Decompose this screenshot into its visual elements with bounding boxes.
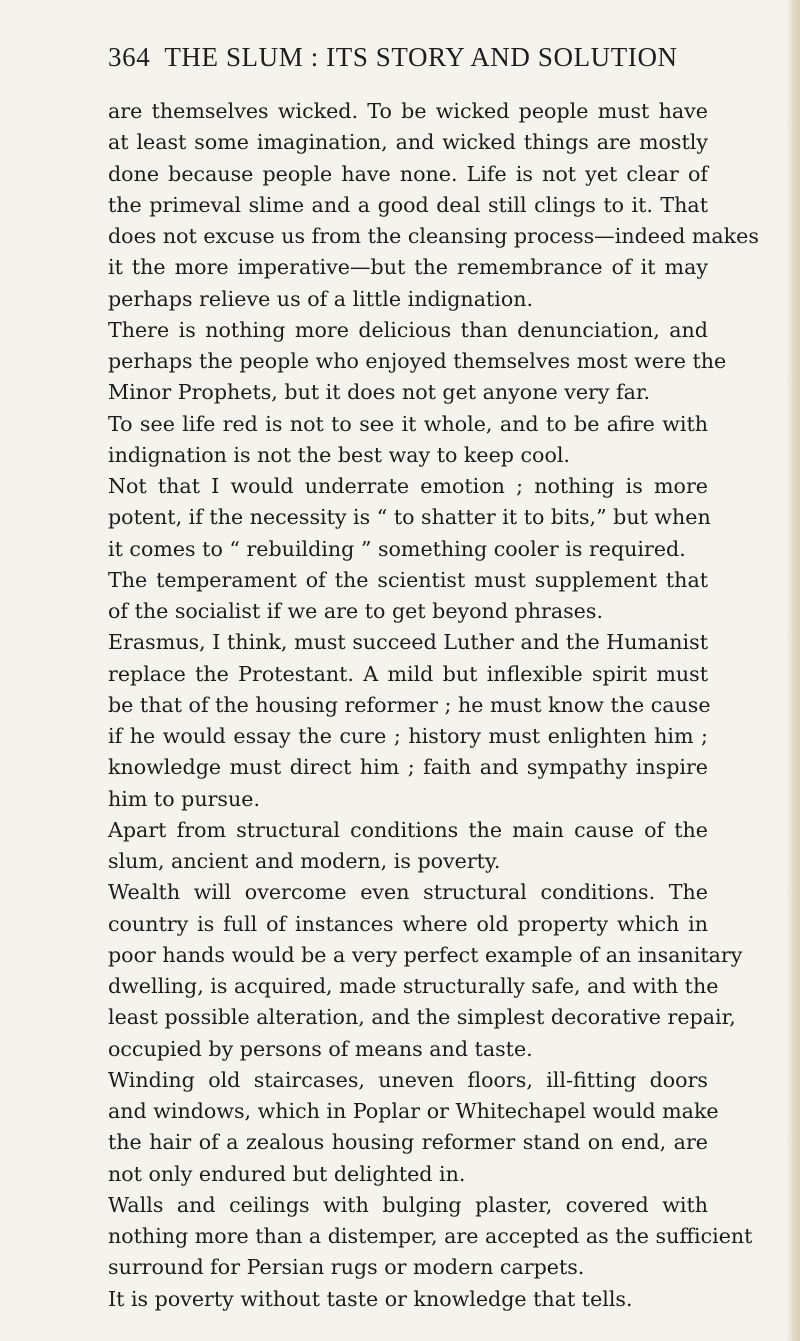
- text-line: knowledge must direct him ; faith and sympathy inspire: [108, 755, 708, 780]
- text-line: perhaps the people who enjoyed themselves most were the: [108, 349, 727, 373]
- text-line: To see life red is not to see it whole, and to be afire with: [108, 411, 708, 436]
- text-line: dwelling, is acquired, made structurally safe, and with the: [108, 974, 719, 998]
- text-line: Winding old staircases, uneven floors, ill-fitting doors: [108, 1067, 708, 1092]
- text-line: poor hands would be a very perfect example of an insanitary: [108, 942, 743, 967]
- running-head: [108, 42, 728, 73]
- page-edge-shadow: [786, 0, 800, 1341]
- text-line: It is poverty without taste or knowledge that tells.: [108, 1286, 633, 1311]
- text-line: done because people have none. Life is not yet clear of: [108, 161, 708, 186]
- text-line: him to pursue.: [108, 786, 260, 811]
- running-title: THE SLUM : ITS STORY AND SOLUTION: [164, 42, 678, 72]
- text-line: Erasmus, I think, must succeed Luther and the Humanist: [108, 630, 708, 655]
- text-line: the primeval slime and a good deal still clings to it. That: [108, 192, 708, 217]
- text-line: be that of the housing reformer ; he must know the cause: [108, 692, 711, 717]
- text-line: it comes to “ rebuilding ” something cooler is required.: [108, 536, 686, 561]
- text-line: perhaps relieve us of a little indignation.: [108, 286, 534, 311]
- page-number: 364: [108, 42, 151, 72]
- text-line: does not excuse us from the cleansing process—indeed makes: [108, 224, 759, 248]
- text-line: slum, ancient and modern, is poverty.: [108, 849, 501, 873]
- text-line: Walls and ceilings with bulging plaster, covered with: [108, 1192, 708, 1217]
- body-text: [108, 96, 759, 1315]
- text-line: country is full of instances where old property which in: [108, 911, 708, 936]
- text-line: it the more imperative—but the remembrance of it may: [108, 255, 708, 280]
- text-line: if he would essay the cure ; history must enlighten him ;: [108, 724, 708, 748]
- text-line: nothing more than a distemper, are accepted as the sufficient: [108, 1224, 753, 1248]
- text-line: the hair of a zealous housing reformer stand on end, are: [108, 1130, 708, 1155]
- text-line: Apart from structural conditions the main cause of the: [108, 817, 708, 842]
- text-line: are themselves wicked. To be wicked people must have: [108, 99, 708, 123]
- text-line: potent, if the necessity is “ to shatter it to bits,” but when: [108, 505, 711, 530]
- text-line: The temperament of the scientist must supplement that: [108, 567, 708, 592]
- text-line: and windows, which in Poplar or Whitechapel would make: [108, 1099, 719, 1123]
- text-line: of the socialist if we are to get beyond phrases.: [108, 599, 603, 623]
- text-line: least possible alteration, and the simplest decorative repair,: [108, 1005, 736, 1030]
- text-line: surround for Persian rugs or modern carpets.: [108, 1255, 585, 1280]
- text-line: occupied by persons of means and taste.: [108, 1036, 533, 1061]
- text-line: Not that I would underrate emotion ; nothing is more: [108, 474, 708, 498]
- text-line: There is nothing more delicious than denunciation, and: [108, 317, 708, 342]
- text-line: Minor Prophets, but it does not get anyone very far.: [108, 380, 651, 405]
- text-line: at least some imagination, and wicked things are mostly: [108, 130, 708, 155]
- text-line: Wealth will overcome even structural conditions. The: [108, 880, 708, 905]
- text-line: replace the Protestant. A mild but inflexible spirit must: [108, 661, 708, 686]
- text-line: indignation is not the best way to keep cool.: [108, 442, 570, 467]
- text-line: not only endured but delighted in.: [108, 1161, 466, 1186]
